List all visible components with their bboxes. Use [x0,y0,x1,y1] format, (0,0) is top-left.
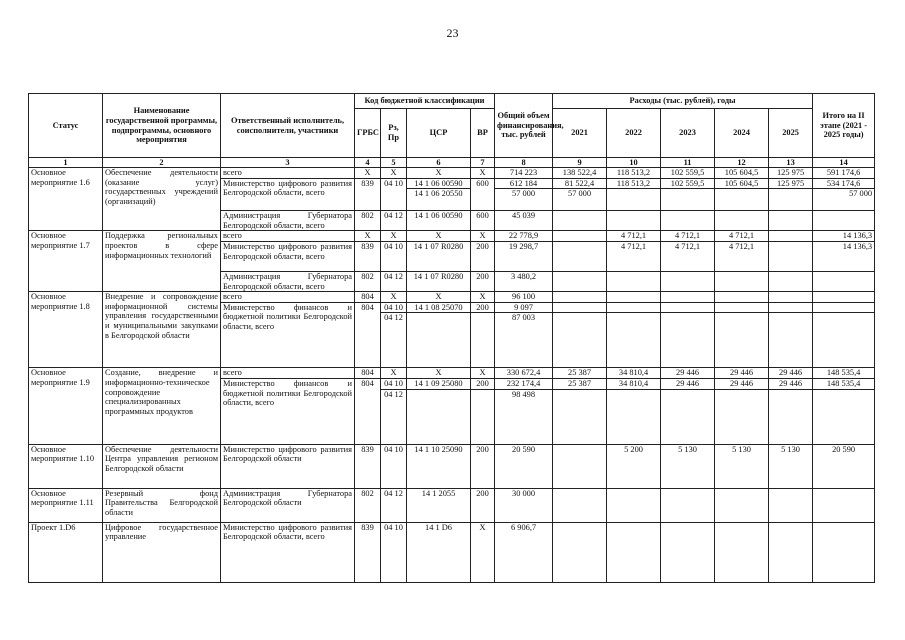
header-name: Наименование государственной программы, подпрограммы, основного мероприятия [103,94,221,158]
y2025-cell: 5 130 [769,444,813,488]
y2025-cell [769,231,813,242]
total-cell: 45 039 [495,211,553,231]
header-code-group: Код бюджетной классификации [355,94,495,109]
y2021-cell [553,231,607,242]
col-num: 5 [381,158,407,168]
total-cell: 57 000 [495,189,553,211]
total-cell: 30 000 [495,488,553,522]
vr-cell: Х [471,292,495,303]
table-row [29,522,875,582]
y2023-cell: 102 559,5 [661,178,715,189]
col-num: 12 [715,158,769,168]
itogo-cell: 591 174,6 [813,168,875,179]
itogo-cell: 148 535,4 [813,368,875,379]
responsible-cell: Администрация Губернатора Белгородской области, всего [221,211,355,231]
table-row [29,231,875,242]
name-cell: Обеспечение деятельности (оказание услуг) государственных учреждений (организаций) [103,168,221,231]
csr-cell: 14 1 08 25070 [407,302,471,313]
status-cell: Основное мероприятие 1.10 [29,444,103,488]
y2022-cell [607,189,661,211]
grbs-cell: 802 [355,211,381,231]
y2023-cell: 102 559,5 [661,168,715,179]
csr-cell: 14 1 06 00590 [407,178,471,189]
table-row [29,292,875,303]
table-row [29,368,875,379]
rz-cell: 04 12 [381,211,407,231]
page-bottom-edge [0,630,905,640]
col-num: 9 [553,158,607,168]
name-cell: Резервный фонд Правительства Белгородской области [103,488,221,522]
y2021-cell: 81 522,4 [553,178,607,189]
responsible-cell: всего [221,292,355,303]
col-num: 14 [813,158,875,168]
responsible-cell: Администрация Губернатора Белгородской области [221,488,355,522]
col-num: 4 [355,158,381,168]
y2025-cell [769,189,813,211]
col-num: 2 [103,158,221,168]
total-cell: 87 003 [495,313,553,368]
table-row [29,444,875,488]
col-num: 11 [661,158,715,168]
total-cell: 612 184 [495,178,553,189]
total-cell: 19 298,7 [495,241,553,271]
y2022-cell: 34 810,4 [607,368,661,379]
vr-cell: 200 [471,488,495,522]
vr-cell: 200 [471,444,495,488]
grbs-cell: Х [355,231,381,242]
column-number-row [29,158,875,168]
rz-cell: 04 12 [381,313,407,368]
csr-cell: 14 1 06 20550 [407,189,471,211]
grbs-cell: 804 [355,368,381,379]
responsible-cell: всего [221,231,355,242]
header-csr: ЦСР [407,109,471,158]
total-cell: 96 100 [495,292,553,303]
header-expenses-group: Расходы (тыс. рублей), годы [553,94,813,109]
vr-cell: 600 [471,211,495,231]
y2024-cell: 105 604,5 [715,168,769,179]
responsible-cell: Администрация Губернатора Белгородской области, всего [221,271,355,291]
grbs-cell: Х [355,168,381,179]
responsible-cell: Министерство цифрового развития Белгородской области [221,444,355,488]
grbs-cell: 804 [355,292,381,303]
col-num: 8 [495,158,553,168]
col-num: 3 [221,158,355,168]
y2021-cell: 57 000 [553,189,607,211]
rz-cell: 04 10 [381,302,407,313]
y2022-cell: 118 513,2 [607,178,661,189]
table-row [29,168,875,179]
total-cell: 98 498 [495,389,553,444]
status-cell: Основное мероприятие 1.9 [29,368,103,444]
vr-cell: Х [471,522,495,582]
y2024-cell: 29 446 [715,378,769,389]
y2025-cell: 125 975 [769,178,813,189]
y2023-cell [661,189,715,211]
rz-cell: 04 10 [381,378,407,389]
y2024-cell: 5 130 [715,444,769,488]
col-num: 1 [29,158,103,168]
csr-cell: Х [407,231,471,242]
name-cell: Внедрение и сопровождение информационной системы управления государственными и муниципальными закупками в Белгородской области [103,292,221,368]
header-status: Статус [29,94,103,158]
y2024-cell: 105 604,5 [715,178,769,189]
table-row [29,488,875,522]
csr-cell: 14 1 09 25080 [407,378,471,389]
status-cell: Основное мероприятие 1.8 [29,292,103,368]
header-itogo: Итого на II этапе (2021 - 2025 годы) [813,94,875,158]
rz-cell: 04 10 [381,444,407,488]
csr-cell: 14 1 07 R0280 [407,241,471,271]
itogo-cell: 20 590 [813,444,875,488]
rz-cell: 04 12 [381,271,407,291]
rz-cell: Х [381,168,407,179]
y2024-cell [715,189,769,211]
grbs-cell: 802 [355,488,381,522]
total-cell: 22 778,9 [495,231,553,242]
vr-cell: 600 [471,178,495,211]
csr-cell: Х [407,368,471,379]
y2023-cell: 4 712,1 [661,241,715,271]
grbs-cell: 839 [355,241,381,271]
responsible-cell: Министерство цифрового развития Белгородской области, всего [221,241,355,271]
col-num: 10 [607,158,661,168]
csr-cell: 14 1 D6 [407,522,471,582]
header-rz: Рз, Пр [381,109,407,158]
y2022-cell: 4 712,1 [607,231,661,242]
rz-cell: 04 12 [381,488,407,522]
itogo-cell: 14 136,3 [813,231,875,242]
header-row-1 [29,94,875,109]
rz-cell: 04 10 [381,178,407,211]
y2025-cell: 125 975 [769,168,813,179]
header-grbs: ГРБС [355,109,381,158]
header-2022: 2022 [607,109,661,158]
y2021-cell: 138 522,4 [553,168,607,179]
total-cell: 232 174,4 [495,378,553,389]
total-cell: 3 480,2 [495,271,553,291]
y2021-cell [553,241,607,271]
total-cell: 9 097 [495,302,553,313]
responsible-cell: Министерство цифрового развития Белгородской области, всего [221,522,355,582]
vr-cell: 200 [471,271,495,291]
grbs-cell: 839 [355,178,381,211]
y2021-cell [553,444,607,488]
status-cell: Основное мероприятие 1.11 [29,488,103,522]
y2022-cell: 5 200 [607,444,661,488]
name-cell: Обеспечение деятельности Центра управления регионом Белгородской области [103,444,221,488]
y2025-cell [769,241,813,271]
vr-cell: 200 [471,241,495,271]
header-2023: 2023 [661,109,715,158]
rz-cell: 04 10 [381,522,407,582]
csr-cell: Х [407,168,471,179]
header-2021: 2021 [553,109,607,158]
total-cell: 20 590 [495,444,553,488]
header-total-fin: Общий объем финансирования, тыс. рублей [495,94,553,158]
responsible-cell: всего [221,168,355,179]
csr-cell: Х [407,292,471,303]
responsible-cell: Министерство цифрового развития Белгородской области, всего [221,178,355,211]
y2022-cell: 118 513,2 [607,168,661,179]
header-2024: 2024 [715,109,769,158]
rz-cell: Х [381,292,407,303]
y2022-cell: 4 712,1 [607,241,661,271]
itogo-cell: 534 174,6 [813,178,875,189]
status-cell: Проект 1.D6 [29,522,103,582]
total-cell: 330 672,4 [495,368,553,379]
csr-cell: 14 1 10 25090 [407,444,471,488]
itogo-cell: 148 535,4 [813,378,875,389]
name-cell: Цифровое государственное управление [103,522,221,582]
y2024-cell: 4 712,1 [715,231,769,242]
responsible-cell: Министерство финансов и бюджетной политики Белгородской области, всего [221,302,355,368]
grbs-cell: 802 [355,271,381,291]
y2023-cell: 5 130 [661,444,715,488]
header-responsible: Ответственный исполнитель, соисполнители, участники [221,94,355,158]
total-cell: 6 906,7 [495,522,553,582]
y2021-cell: 25 387 [553,368,607,379]
csr-cell: 14 1 07 R0280 [407,271,471,291]
y2023-cell: 29 446 [661,378,715,389]
col-num: 7 [471,158,495,168]
grbs-cell: 839 [355,444,381,488]
itogo-cell: 57 000 [813,189,875,211]
y2023-cell: 29 446 [661,368,715,379]
vr-cell: 200 [471,378,495,389]
name-cell: Создание, внедрение и информационно-техническое сопровождение специализированных программных продуктов [103,368,221,444]
grbs-cell: 839 [355,522,381,582]
y2025-cell: 29 446 [769,368,813,379]
header-2025: 2025 [769,109,813,158]
col-num: 13 [769,158,813,168]
y2024-cell: 4 712,1 [715,241,769,271]
budget-table [28,93,875,583]
page-number: 23 [446,26,459,40]
status-cell: Основное мероприятие 1.6 [29,168,103,231]
rz-cell: Х [381,368,407,379]
status-cell: Основное мероприятие 1.7 [29,231,103,292]
csr-cell: 14 1 06 00590 [407,211,471,231]
y2023-cell: 4 712,1 [661,231,715,242]
y2021-cell: 25 387 [553,378,607,389]
responsible-cell: всего [221,368,355,379]
header-vr: ВР [471,109,495,158]
rz-cell: Х [381,231,407,242]
total-cell: 714 223 [495,168,553,179]
y2024-cell: 29 446 [715,368,769,379]
grbs-cell: 804 [355,302,381,368]
y2025-cell: 29 446 [769,378,813,389]
y2022-cell: 34 810,4 [607,378,661,389]
vr-cell: 200 [471,302,495,313]
vr-cell: Х [471,368,495,379]
rz-cell: 04 12 [381,389,407,444]
itogo-cell: 14 136,3 [813,241,875,271]
vr-cell: Х [471,231,495,242]
col-num: 6 [407,158,471,168]
grbs-cell: 804 [355,378,381,444]
name-cell: Поддержка региональных проектов в сфере информационных технологий [103,231,221,292]
responsible-cell: Министерство финансов и бюджетной политики Белгородской области, всего [221,378,355,444]
rz-cell: 04 10 [381,241,407,271]
csr-cell: 14 1 2055 [407,488,471,522]
vr-cell: Х [471,168,495,179]
